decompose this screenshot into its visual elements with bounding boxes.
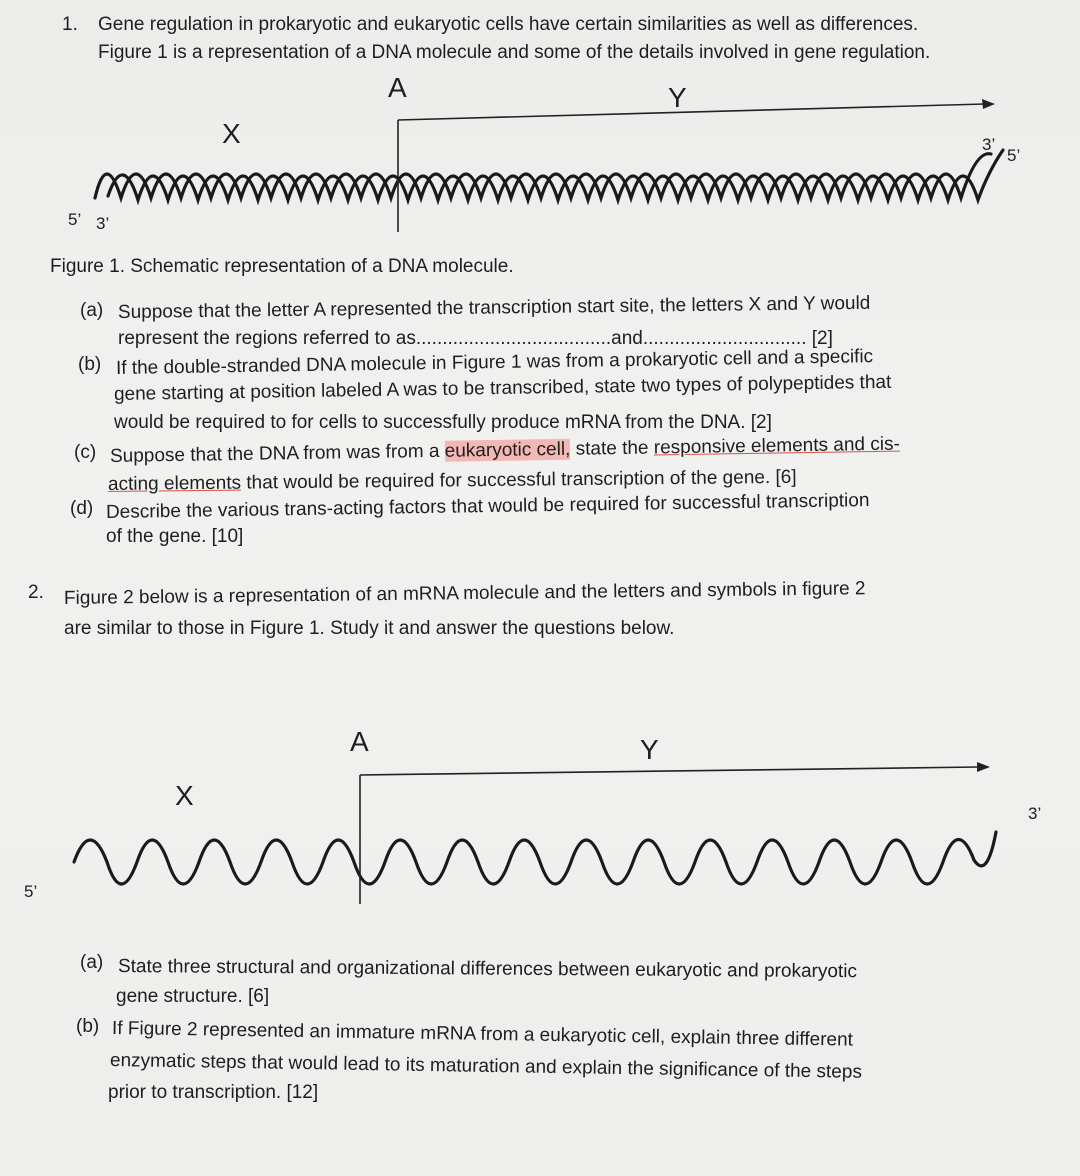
q2b-line1: If Figure 2 represented an immature mRNA from a eukaryotic cell, explain three different [111,1018,854,1051]
q1b-label: (b) [78,354,102,375]
fig2-label-x: X [175,780,194,811]
mrna-strand [74,832,996,884]
q1a-line2: represent the regions referred to as.....................................and............................... [2] [118,328,833,349]
fig1-label-y: Y [668,82,687,113]
y-arrow-line-2 [360,767,978,775]
q2b-label: (b) [76,1016,100,1037]
figure-1-caption: Figure 1. Schematic representation of a DNA molecule. [50,256,514,277]
q1c-label: (c) [74,442,97,463]
fig1-label-x: X [222,118,241,149]
q1c-text-post: that would be required for successful transcription of the gene. [6] [240,466,797,494]
fig2-label-a: A [350,726,369,757]
q1c-text-mid: state the [570,437,654,460]
q1b-line3: would be required to for cells to successfully produce mRNA from the DNA. [2] [114,412,772,433]
q1-intro-line1: Gene regulation in prokaryotic and eukaryotic cells have certain similarities as well as differences. [98,14,919,35]
q1-number: 1. [62,14,78,35]
fig2-end-right-3: 3’ [1028,804,1042,823]
q1d-label: (d) [70,498,94,519]
highlight-eukaryotic-cell: eukaryotic cell, [444,438,571,462]
q1a-line1: Suppose that the letter A represented the transcription start site, the letters X and Y would [117,292,871,323]
q2a-label: (a) [80,952,104,973]
q2a-line2: gene structure. [6] [116,986,270,1007]
q1b-line1: If the double-stranded DNA molecule in Figure 1 was from a prokaryotic cell and a specific [115,346,874,379]
q2b-line2: enzymatic steps that would lead to its maturation and explain the significance of the steps [109,1050,863,1083]
fig1-end-left-3: 3’ [96,214,110,233]
fig1-end-right-5: 5’ [1007,146,1021,165]
q1-intro-line2: Figure 1 is a representation of a DNA molecule and some of the details involved in gene regulation. [98,42,931,63]
q1c-text-pre: Suppose that the DNA from was from a [109,440,445,467]
q1b-line2: gene starting at position labeled A was to be transcribed, state two types of polypeptides that [113,371,892,405]
underline-responsive-elements: responsive elements and cis- [653,433,901,459]
q2a-line1: State three structural and organizational differences between eukaryotic and prokaryotic [117,956,858,983]
q2-intro-line2: are similar to those in Figure 1. Study it and answer the questions below. [64,618,675,639]
fig1-end-left-5: 5’ [68,210,82,229]
q1a-label: (a) [80,300,104,321]
fig2-label-y: Y [640,734,659,765]
q1d-line1: Describe the various trans-acting factors that would be required for successful transcription [105,490,870,523]
underline-acting-elements: acting elements [107,472,242,495]
fig1-end-right-3: 3’ [982,135,996,154]
y-arrow-head-2 [977,762,990,772]
fig2-end-left-5: 5’ [24,882,38,901]
q2-number: 2. [28,582,44,603]
q2-intro-line1: Figure 2 below is a representation of an mRNA molecule and the letters and symbols in figure 2 [63,578,866,609]
q1d-line2: of the gene. [10] [106,526,244,547]
fig1-label-a: A [388,72,407,103]
q2b-line3: prior to transcription. [12] [108,1082,319,1103]
